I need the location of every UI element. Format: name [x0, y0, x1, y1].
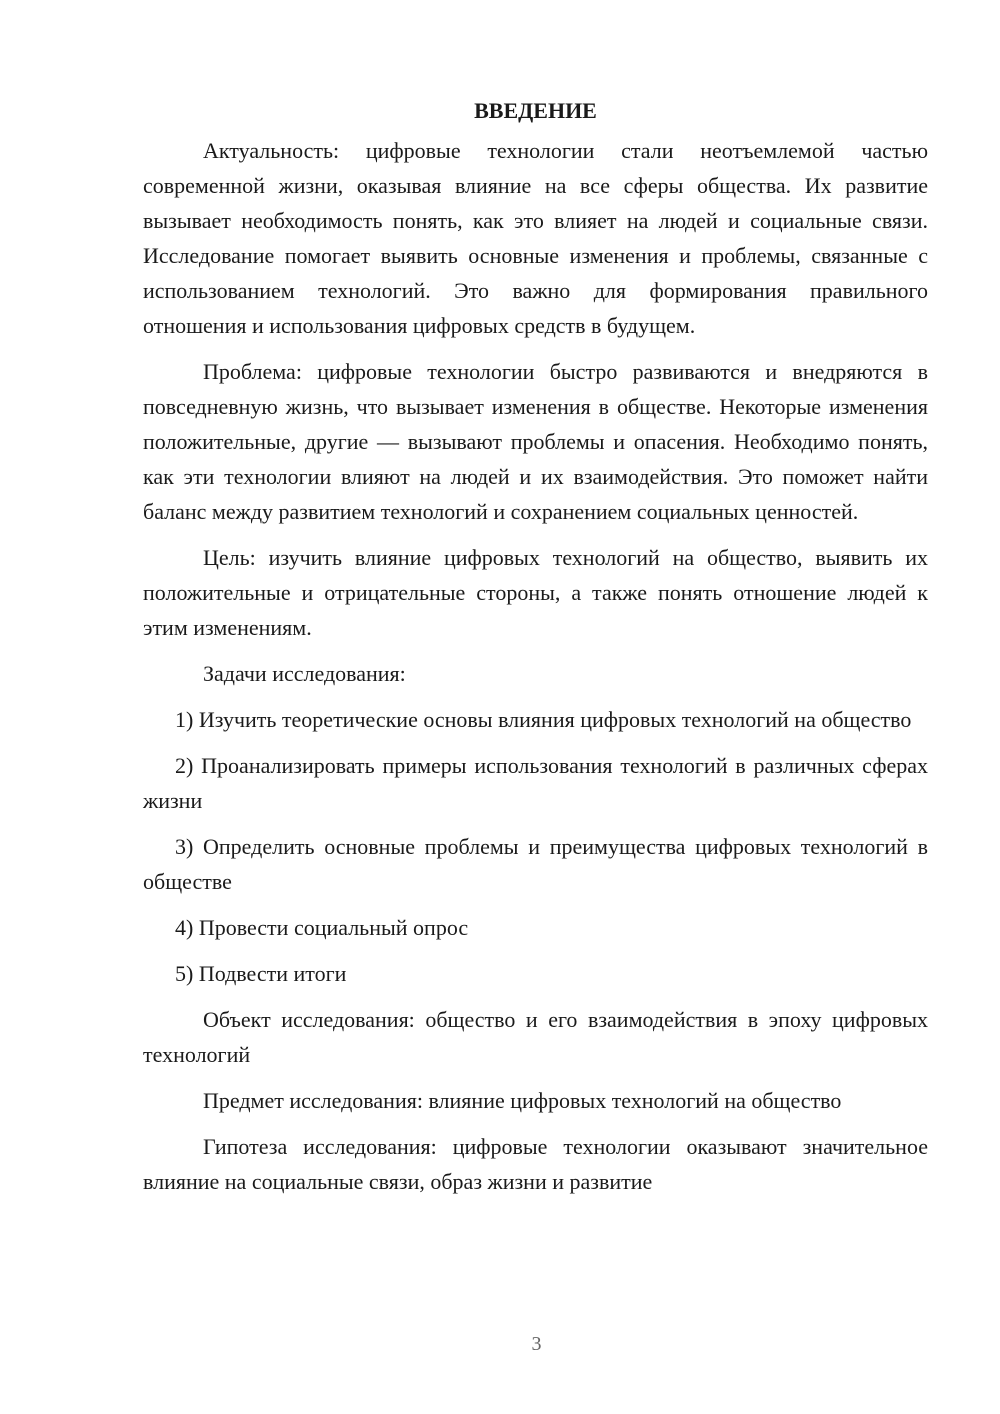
- page-number: 3: [531, 1333, 542, 1355]
- tasks-heading: Задачи исследования:: [203, 661, 406, 686]
- task-item-3: 3) Определить основные проблемы и преимущества цифровых технологий в обществе: [143, 834, 928, 894]
- task-item-2: 2) Проанализировать примеры использования технологий в различных сферах жизни: [143, 753, 928, 813]
- task-item-1: 1) Изучить теоретические основы влияния цифровых технологий на общество: [175, 707, 912, 732]
- subject-paragraph: Предмет исследования: влияние цифровых технологий на общество: [203, 1088, 842, 1113]
- task-item-4: 4) Провести социальный опрос: [175, 915, 469, 940]
- section-title: ВВЕДЕНИЕ: [474, 98, 597, 123]
- object-paragraph: Объект исследования: общество и его взаимодействия в эпоху цифровых технологий: [143, 1007, 928, 1067]
- problem-paragraph: Проблема: цифровые технологии быстро развиваются и внедряются в повседневную жизнь, что вызывает изменения в обществе. Некоторые изменения положительные, другие — вызывают проблемы и опасения. Необходимо понять, как эти технологии влияют на людей и их взаимодействия. Это поможет найти баланс между развитием технологий и сохранением социальных ценностей.: [143, 359, 928, 524]
- hypothesis-paragraph: Гипотеза исследования: цифровые технологии оказывают значительное влияние на социальные связи, образ жизни и развитие: [143, 1134, 928, 1194]
- goal-paragraph: Цель: изучить влияние цифровых технологий на общество, выявить их положительные и отрицательные стороны, а также понять отношение людей к этим изменениям.: [143, 545, 928, 640]
- page-content: [143, 88, 928, 1210]
- task-item-5: 5) Подвести итоги: [175, 961, 347, 986]
- relevance-paragraph: Актуальность: цифровые технологии стали неотъемлемой частью современной жизни, оказывая влияние на все сферы общества. Их развитие вызывает необходимость понять, как это влияет на людей и социальные связи. Исследование помогает выявить основные изменения и проблемы, связанные с использованием технологий. Это важно для формирования правильного отношения и использования цифровых средств в будущем.: [143, 138, 928, 338]
